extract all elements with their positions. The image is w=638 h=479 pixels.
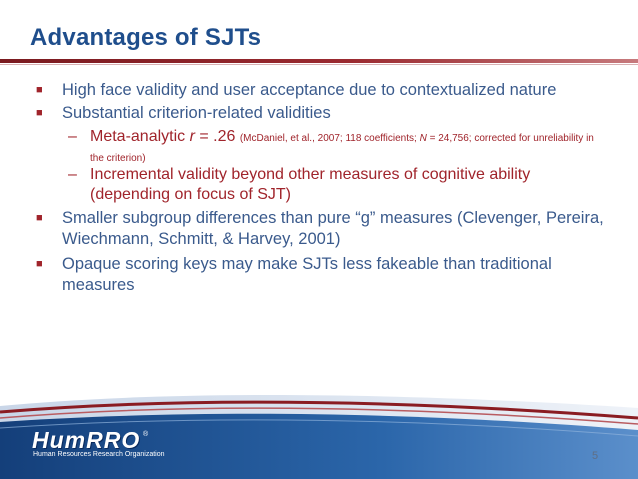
bullet-item — [36, 80, 606, 101]
bullet-item — [36, 103, 606, 124]
sub-bullet-text — [90, 127, 598, 167]
bullet-text: Smaller subgroup differences than pure “g” measures (Clevenger, Pereira, Wiechmann, Schmitt, & Harvey, 2001) — [62, 209, 604, 248]
sub-bullet-item — [68, 165, 598, 205]
slide-title: Advantages of SJTs — [30, 24, 262, 51]
bullet-text: High face validity and user acceptance due to contextualized nature — [62, 81, 557, 99]
logo-tagline: Human Resources Research Organization — [33, 451, 165, 458]
registered-mark: ® — [143, 431, 149, 438]
bullet-square-icon: ■ — [36, 84, 43, 96]
meta-lead: Meta-analytic — [90, 128, 190, 145]
title-divider-thin — [0, 64, 638, 65]
bullet-text: Substantial criterion-related validities — [62, 104, 331, 122]
humrro-logo: HumRRO — [32, 427, 141, 453]
dash-icon: – — [68, 128, 77, 145]
dash-icon: – — [68, 166, 77, 183]
citation-italic: N — [419, 133, 427, 144]
sub-bullet-item — [68, 127, 598, 167]
sub-bullet-text: Incremental validity beyond other measures of cognitive ability (depending on focus of SJT) — [90, 166, 531, 203]
bullet-square-icon: ■ — [36, 212, 43, 224]
meta-lead-rest: = .26 — [194, 128, 240, 145]
bullet-item — [36, 208, 606, 250]
citation-a: (McDaniel, et al., 2007; 118 coefficients; — [239, 133, 420, 144]
bullet-square-icon: ■ — [36, 258, 43, 270]
title-divider — [0, 59, 638, 63]
bullet-item — [36, 254, 606, 296]
meta-lead-italic: r — [189, 128, 195, 145]
bullet-square-icon: ■ — [36, 107, 43, 119]
page-number: 5 — [592, 450, 599, 462]
citation-b: = 24,756; corrected for unreliability in the criterion) — [90, 133, 594, 164]
bullet-text: Opaque scoring keys may make SJTs less fakeable than traditional measures — [62, 255, 552, 294]
